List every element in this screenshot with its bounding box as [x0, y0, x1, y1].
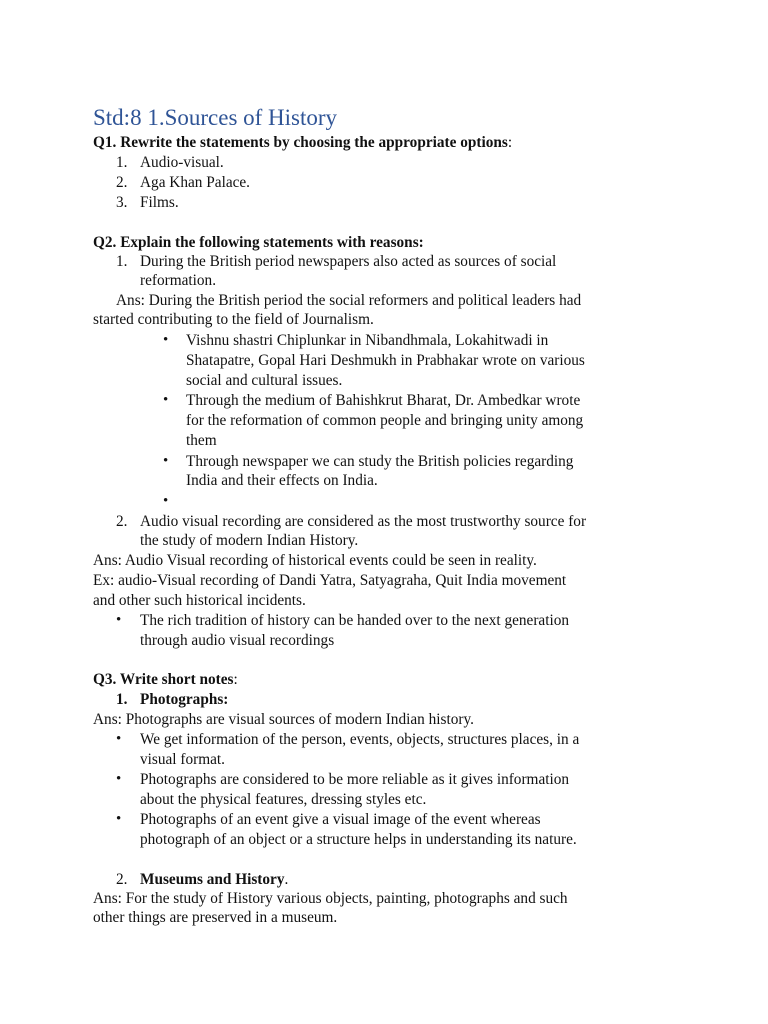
list-number: 2.: [116, 871, 128, 888]
q2-item2-line: Audio visual recording are considered as the most trustworthy source for: [140, 513, 587, 530]
q3-photo-bullet-line: Photographs are considered to be more reliable as it gives information: [140, 771, 570, 788]
bullet-icon: •: [163, 493, 169, 509]
q3-heading: [93, 670, 238, 690]
q2-bullet-line: for the reformation of common people and bringing unity among: [186, 412, 584, 429]
bullet-icon: •: [116, 612, 122, 628]
q3-photo-bullet-line: about the physical features, dressing styles etc.: [140, 791, 427, 808]
q2-heading: Q2. Explain the following statements with reasons:: [93, 234, 424, 251]
q3-museums-label: [140, 870, 288, 890]
bullet-icon: •: [163, 392, 169, 408]
q3-museums-answer: Ans: For the study of History various objects, painting, photographs and such: [93, 890, 568, 907]
bullet-icon: •: [163, 453, 169, 469]
bullet-icon: •: [163, 332, 169, 348]
q3-heading-colon: :: [233, 671, 238, 688]
q2-item1-answer: started contributing to the field of Journalism.: [93, 311, 374, 328]
list-number: 1.: [116, 253, 128, 270]
q3-photographs-label: Photographs:: [140, 691, 229, 708]
q2-item2-line: the study of modern Indian History.: [140, 532, 359, 549]
q2-item1-line: During the British period newspapers also acted as sources of social: [140, 253, 557, 270]
q2-bullet-line: Shatapatre, Gopal Hari Deshmukh in Prabhakar wrote on various: [186, 352, 585, 369]
q1-option-3: Films.: [140, 194, 179, 211]
q3-heading-text: Q3. Write short notes: [93, 671, 234, 688]
q2-item2-answer: Ex: audio-Visual recording of Dandi Yatra, Satyagraha, Quit India movement: [93, 572, 567, 589]
q2-item2-bullet-line: The rich tradition of history can be handed over to the next generation: [140, 612, 570, 629]
q3-photo-bullet-line: We get information of the person, events, objects, structures places, in a: [140, 731, 580, 748]
q2-item2-answer: Ans: Audio Visual recording of historical events could be seen in reality.: [93, 552, 537, 569]
list-number: 2.: [116, 174, 128, 191]
q3-museums-period: .: [284, 871, 289, 888]
q2-bullet-line: social and cultural issues.: [186, 372, 343, 389]
q2-bullet-line: Through newspaper we can study the British policies regarding: [186, 453, 574, 470]
q2-item2-bullet-line: through audio visual recordings: [140, 632, 335, 649]
q2-bullet-line: Vishnu shastri Chiplunkar in Nibandhmala, Lokahitwadi in: [186, 332, 549, 349]
q2-item1-answer: Ans: During the British period the social reformers and political leaders had: [116, 292, 582, 309]
q2-bullet-line: India and their effects on India.: [186, 472, 378, 489]
list-number: 2.: [116, 513, 128, 530]
q2-item2-answer: and other such historical incidents.: [93, 592, 306, 609]
q2-bullet-line: them: [186, 432, 217, 449]
list-number: 1.: [116, 691, 128, 708]
bullet-icon: •: [116, 731, 122, 747]
q2-item1-line: reformation.: [140, 272, 217, 289]
q3-museums-answer: other things are preserved in a museum.: [93, 909, 338, 926]
q3-photo-bullet-line: photograph of an object or a structure helps in understanding its nature.: [140, 831, 577, 848]
list-number: 3.: [116, 194, 128, 211]
q3-photographs-answer: Ans: Photographs are visual sources of modern Indian history.: [93, 711, 474, 728]
q1-option-2: Aga Khan Palace.: [140, 174, 251, 191]
q1-heading: [93, 133, 512, 153]
q1-option-1: Audio-visual.: [140, 154, 224, 171]
q3-photo-bullet-line: visual format.: [140, 751, 225, 768]
q1-heading-colon: :: [507, 134, 513, 151]
list-number: 1.: [116, 154, 128, 171]
page-title: Std:8 1.Sources of History: [93, 105, 338, 130]
q3-photo-bullet-line: Photographs of an event give a visual image of the event whereas: [140, 811, 541, 828]
bullet-icon: •: [116, 771, 122, 787]
q1-heading-text: Q1. Rewrite the statements by choosing the appropriate options: [93, 134, 508, 151]
bullet-icon: •: [116, 811, 122, 827]
q3-museums-label-text: Museums and History: [140, 871, 285, 888]
q2-bullet-line: Through the medium of Bahishkrut Bharat, Dr. Ambedkar wrote: [186, 392, 581, 409]
